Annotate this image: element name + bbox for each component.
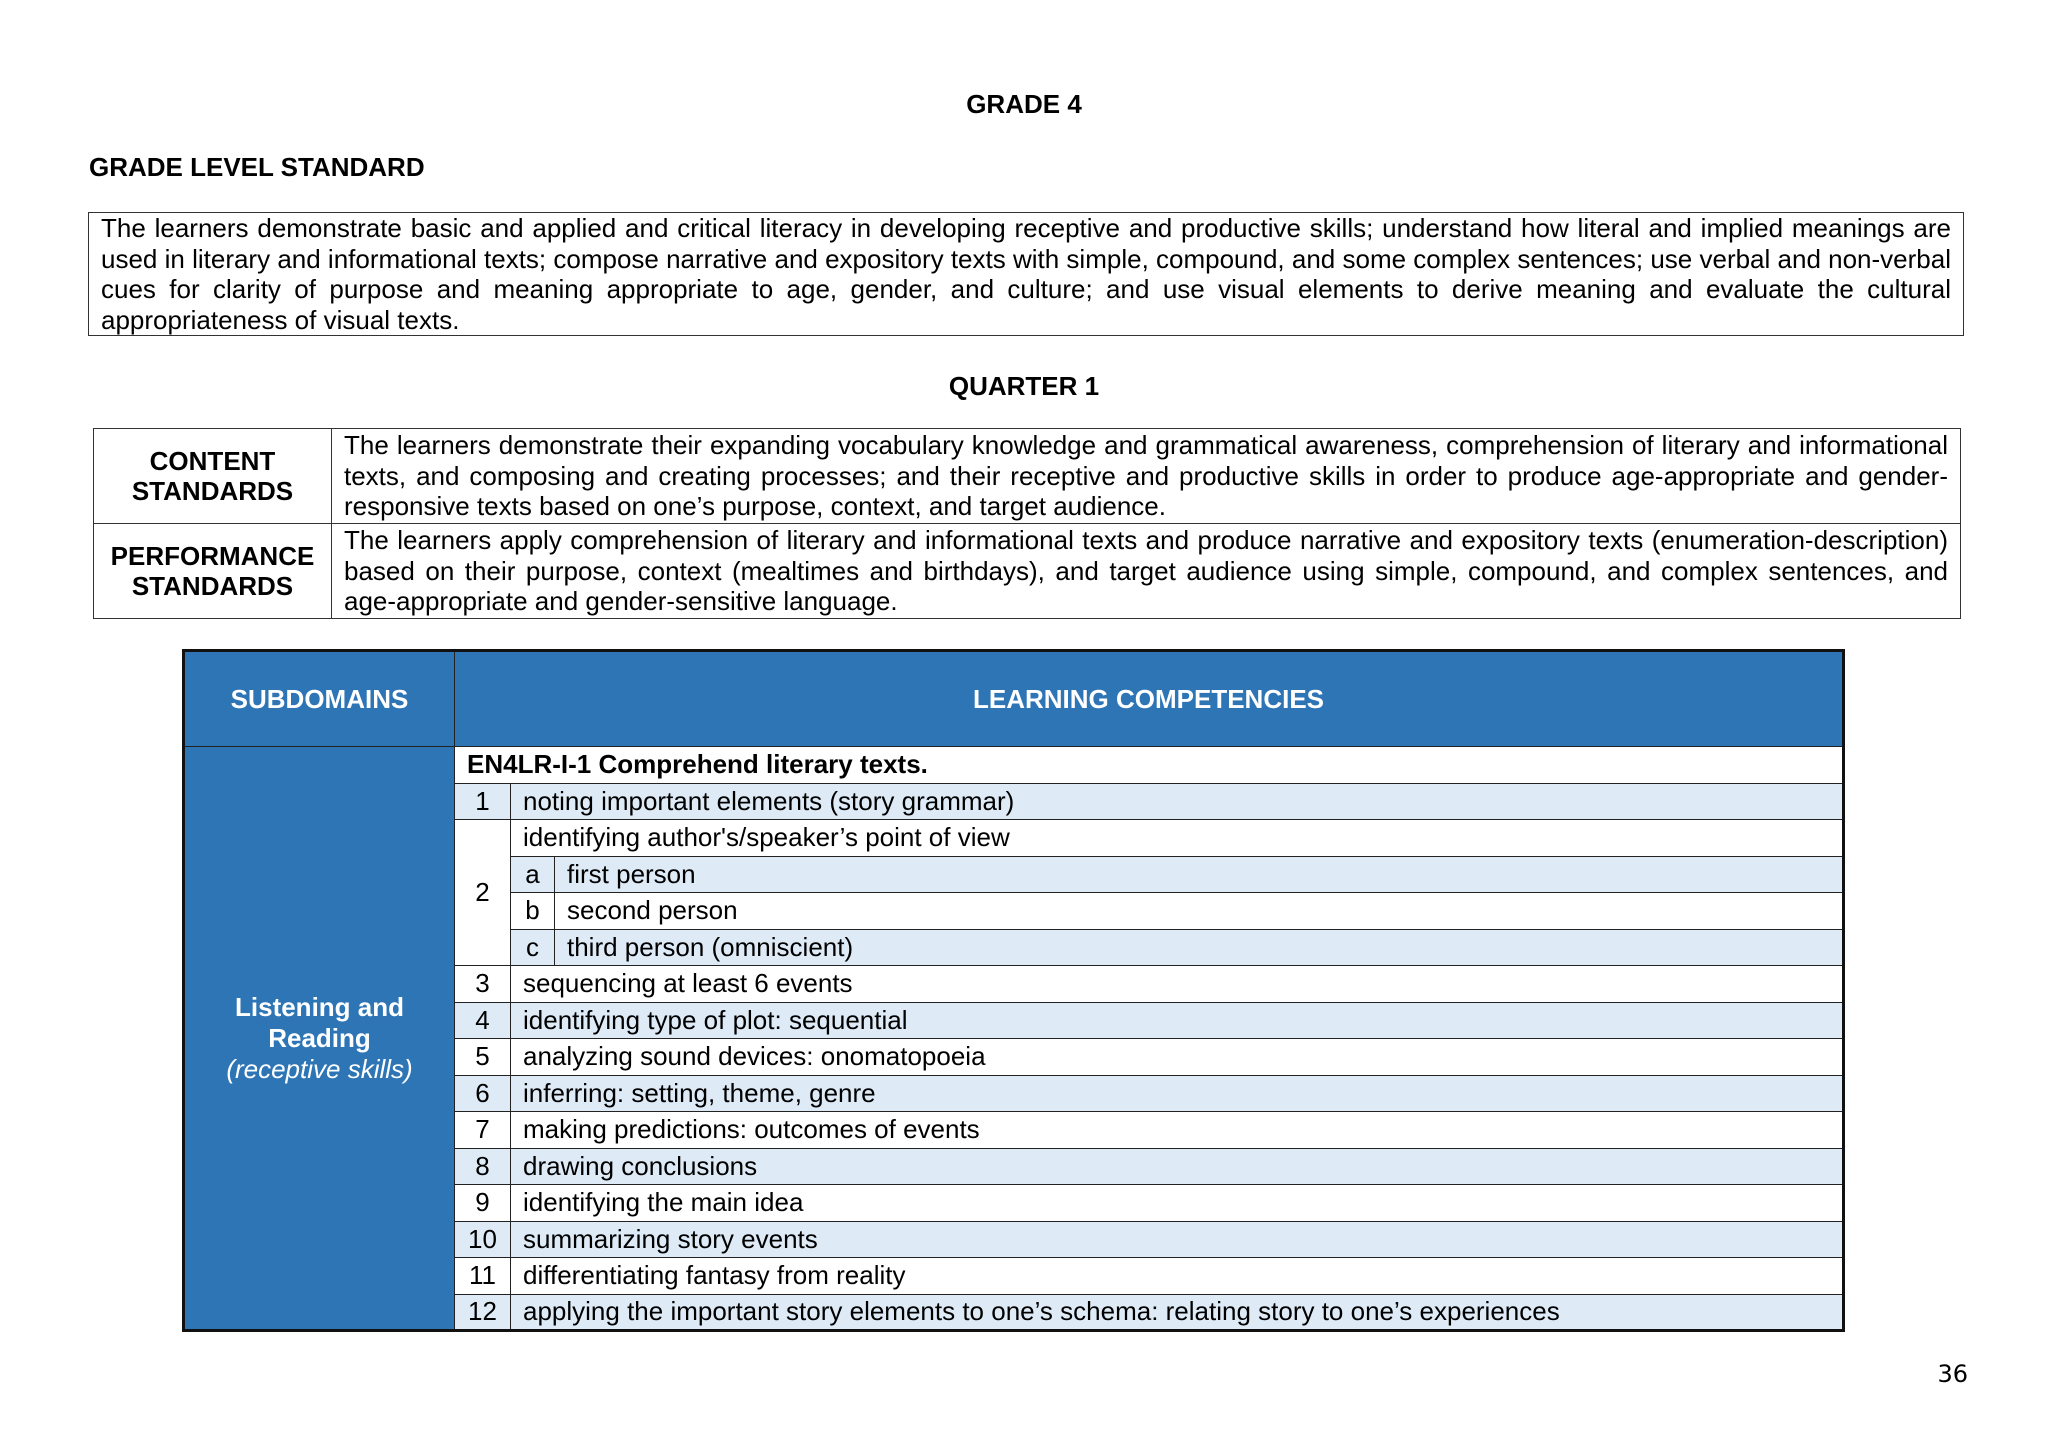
competency-subitem-letter: b xyxy=(511,893,555,930)
competency-number: 6 xyxy=(455,1075,511,1112)
competency-number: 5 xyxy=(455,1039,511,1076)
performance-standards-label xyxy=(94,524,332,619)
competency-number: 10 xyxy=(455,1221,511,1258)
content-standards-label-line2: STANDARDS xyxy=(131,476,294,506)
subdomain-cell xyxy=(184,747,455,1331)
quarter-title: QUARTER 1 xyxy=(948,371,1100,401)
competency-subitem-text: third person (omniscient) xyxy=(555,929,1844,966)
content-standards-text: The learners demonstrate their expanding vocabulary knowledge and grammatical awareness, comprehension of literary and informational texts, and composing and creating processes; and their receptive and productive skills in order to produce age-appropriate and gender-responsive texts based on one’s purpose, context, and target audience. xyxy=(332,429,1961,524)
competency-number: 1 xyxy=(455,783,511,820)
competency-text: identifying author's/speaker’s point of view xyxy=(511,820,1844,857)
subdomain-note: (receptive skills) xyxy=(226,1053,413,1084)
competency-text: summarizing story events xyxy=(511,1221,1844,1258)
subdomain-name-line1: Listening and xyxy=(235,991,404,1022)
competency-code-row xyxy=(184,747,1844,784)
competency-text: applying the important story elements to one’s schema: relating story to one’s experiences xyxy=(511,1294,1844,1331)
competency-subitem-letter: c xyxy=(511,929,555,966)
performance-standards-row xyxy=(94,524,1961,619)
performance-standards-text: The learners apply comprehension of literary and informational texts and produce narrative and expository texts (enumeration-description) based on their purpose, context (mealtimes and birthdays), and target audience using simple, compound, and complex sentences, and age-appropriate and gender-sensitive language. xyxy=(332,524,1961,619)
competency-text: making predictions: outcomes of events xyxy=(511,1112,1844,1149)
competency-text: noting important elements (story grammar) xyxy=(511,783,1844,820)
competencies-table-body xyxy=(184,651,1844,1331)
competency-text: drawing conclusions xyxy=(511,1148,1844,1185)
competencies-header-row xyxy=(184,651,1844,747)
content-standards-row xyxy=(94,429,1961,524)
subdomain-name-line2: Reading xyxy=(268,1022,371,1053)
subdomains-header: SUBDOMAINS xyxy=(184,651,455,747)
competency-text: identifying type of plot: sequential xyxy=(511,1002,1844,1039)
competency-text: sequencing at least 6 events xyxy=(511,966,1844,1003)
competency-text: differentiating fantasy from reality xyxy=(511,1258,1844,1295)
competency-number: 4 xyxy=(455,1002,511,1039)
competency-subitem-letter: a xyxy=(511,856,555,893)
performance-standards-label-line1: PERFORMANCE xyxy=(110,541,315,571)
competency-number: 12 xyxy=(455,1294,511,1331)
learning-competencies-header: LEARNING COMPETENCIES xyxy=(455,651,1844,747)
standards-table xyxy=(93,428,1961,619)
competency-text: identifying the main idea xyxy=(511,1185,1844,1222)
competency-text: analyzing sound devices: onomatopoeia xyxy=(511,1039,1844,1076)
competency-number: 2 xyxy=(455,820,511,966)
competency-number: 11 xyxy=(455,1258,511,1295)
page-number: 36 xyxy=(1937,1360,1968,1388)
competency-number: 7 xyxy=(455,1112,511,1149)
competency-code-heading: EN4LR-I-1 Comprehend literary texts. xyxy=(455,747,1844,784)
performance-standards-label-line2: STANDARDS xyxy=(131,571,294,601)
content-standards-label-line1: CONTENT xyxy=(149,446,276,476)
competency-number: 8 xyxy=(455,1148,511,1185)
competency-subitem-text: second person xyxy=(555,893,1844,930)
content-standards-label xyxy=(94,429,332,524)
competency-text: inferring: setting, theme, genre xyxy=(511,1075,1844,1112)
page-title: GRADE 4 xyxy=(966,89,1082,119)
competency-number: 9 xyxy=(455,1185,511,1222)
competency-number: 3 xyxy=(455,966,511,1003)
grade-level-standard-text: The learners demonstrate basic and applied and critical literacy in developing receptive and productive skills; understand how literal and implied meanings are used in literary and informational texts; compose narrative and expository texts with simple, compound, and some complex sentences; use verbal and non-verbal cues for clarity of purpose and meaning appropriate to age, gender, and culture; and use visual elements to derive meaning and evaluate the cultural appropriateness of visual texts. xyxy=(88,212,1964,336)
competency-subitem-text: first person xyxy=(555,856,1844,893)
competencies-table xyxy=(182,649,1845,1332)
grade-level-standard-label: GRADE LEVEL STANDARD xyxy=(89,152,425,182)
